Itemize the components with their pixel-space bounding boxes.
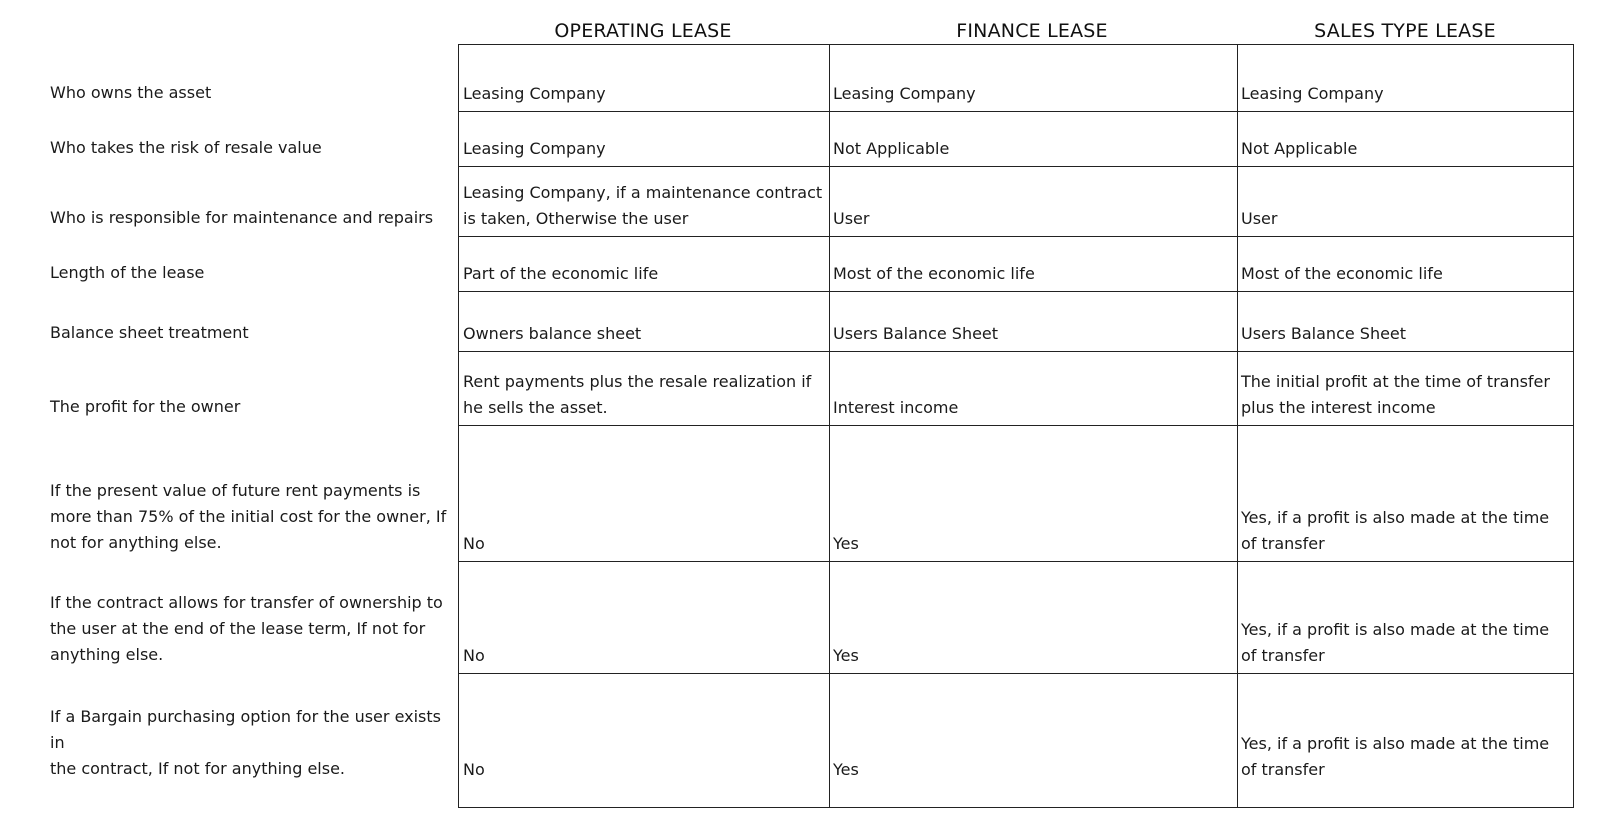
row-label (50, 165, 450, 231)
table-cell-finance-lease (829, 351, 1237, 421)
table-cell-finance-lease (829, 673, 1237, 783)
table-cell-sales-type-lease (1237, 291, 1575, 347)
text-line: No (463, 760, 485, 779)
table-cell-operating-lease (459, 561, 829, 669)
text-line: Not Applicable (1241, 139, 1358, 158)
text-line: of transfer (1241, 534, 1325, 553)
table-cell-finance-lease (829, 291, 1237, 347)
table-cell-sales-type-lease (1237, 45, 1575, 107)
text-line: Yes, if a profit is also made at the time (1241, 508, 1550, 527)
text-line: Yes, if a profit is also made at the time (1241, 734, 1550, 753)
text-line: If the present value of future rent payments is (50, 481, 421, 500)
text-line: Users Balance Sheet (833, 324, 999, 343)
text-line: Who owns the asset (50, 83, 212, 102)
table-cell-sales-type-lease (1237, 111, 1575, 162)
table-cell-operating-lease (459, 673, 829, 783)
header-operating-lease: OPERATING LEASE (554, 20, 732, 42)
text-line: not for anything else. (50, 533, 222, 552)
text-line: he sells the asset. (463, 398, 608, 417)
row-label (50, 350, 450, 420)
table-cell-operating-lease (459, 425, 829, 557)
table-cell-sales-type-lease (1237, 425, 1575, 557)
table-cell-finance-lease (829, 111, 1237, 162)
text-line: No (463, 646, 485, 665)
header-finance-lease: FINANCE LEASE (956, 20, 1108, 42)
table-cell-operating-lease (459, 166, 829, 232)
table-cell-sales-type-lease (1237, 236, 1575, 287)
text-line: Most of the economic life (833, 264, 1035, 283)
table-cell-finance-lease (829, 45, 1237, 107)
text-line: Balance sheet treatment (50, 323, 249, 342)
row-label (50, 290, 450, 346)
text-line: Yes (833, 534, 859, 553)
row-label (50, 235, 450, 286)
text-line: Interest income (833, 398, 959, 417)
text-line: No (463, 534, 485, 553)
table-cell-finance-lease (829, 425, 1237, 557)
text-line: Who is responsible for maintenance and repairs (50, 208, 434, 227)
text-line: Users Balance Sheet (1241, 324, 1407, 343)
text-line: Leasing Company (463, 84, 606, 103)
table-cell-sales-type-lease (1237, 561, 1575, 669)
table-cell-sales-type-lease (1237, 166, 1575, 232)
text-line: of transfer (1241, 760, 1325, 779)
table-cell-sales-type-lease (1237, 673, 1575, 783)
table-cell-sales-type-lease (1237, 351, 1575, 421)
text-line: Leasing Company, if a maintenance contract (463, 183, 823, 202)
text-line: the contract, If not for anything else. (50, 759, 345, 778)
text-line: Yes, if a profit is also made at the time (1241, 620, 1550, 639)
text-line: Leasing Company (463, 139, 606, 158)
lease-comparison-table (458, 44, 1574, 808)
text-line: Leasing Company (833, 84, 976, 103)
text-line: User (833, 209, 870, 228)
text-line: Most of the economic life (1241, 264, 1443, 283)
text-line: Length of the lease (50, 263, 205, 282)
row-label (50, 110, 450, 161)
text-line: more than 75% of the initial cost for the owner, If (50, 507, 447, 526)
text-line: Owners balance sheet (463, 324, 642, 343)
table-cell-operating-lease (459, 45, 829, 107)
row-label (50, 672, 450, 782)
header-sales-type-lease: SALES TYPE LEASE (1314, 20, 1496, 42)
text-line: of transfer (1241, 646, 1325, 665)
text-line: If a Bargain purchasing option for the user exists in (50, 707, 441, 752)
text-line: Not Applicable (833, 139, 950, 158)
text-line: If the contract allows for transfer of ownership to (50, 593, 443, 612)
text-line: Who takes the risk of resale value (50, 138, 322, 157)
row-label (50, 560, 450, 668)
text-line: Rent payments plus the resale realization if (463, 372, 812, 391)
row-label (50, 424, 450, 556)
text-line: The initial profit at the time of transfer (1241, 372, 1550, 391)
table-cell-operating-lease (459, 351, 829, 421)
text-line: the user at the end of the lease term, If not for (50, 619, 426, 638)
text-line: Part of the economic life (463, 264, 659, 283)
text-line: anything else. (50, 645, 164, 664)
text-line: is taken, Otherwise the user (463, 209, 689, 228)
text-line: The profit for the owner (50, 397, 241, 416)
text-line: Yes (833, 646, 859, 665)
text-line: Leasing Company (1241, 84, 1384, 103)
table-cell-operating-lease (459, 236, 829, 287)
text-line: plus the interest income (1241, 398, 1436, 417)
table-cell-operating-lease (459, 111, 829, 162)
table-cell-finance-lease (829, 236, 1237, 287)
table-cell-finance-lease (829, 561, 1237, 669)
table-cell-finance-lease (829, 166, 1237, 232)
table-cell-operating-lease (459, 291, 829, 347)
text-line: User (1241, 209, 1278, 228)
text-line: Yes (833, 760, 859, 779)
row-label (50, 44, 450, 106)
